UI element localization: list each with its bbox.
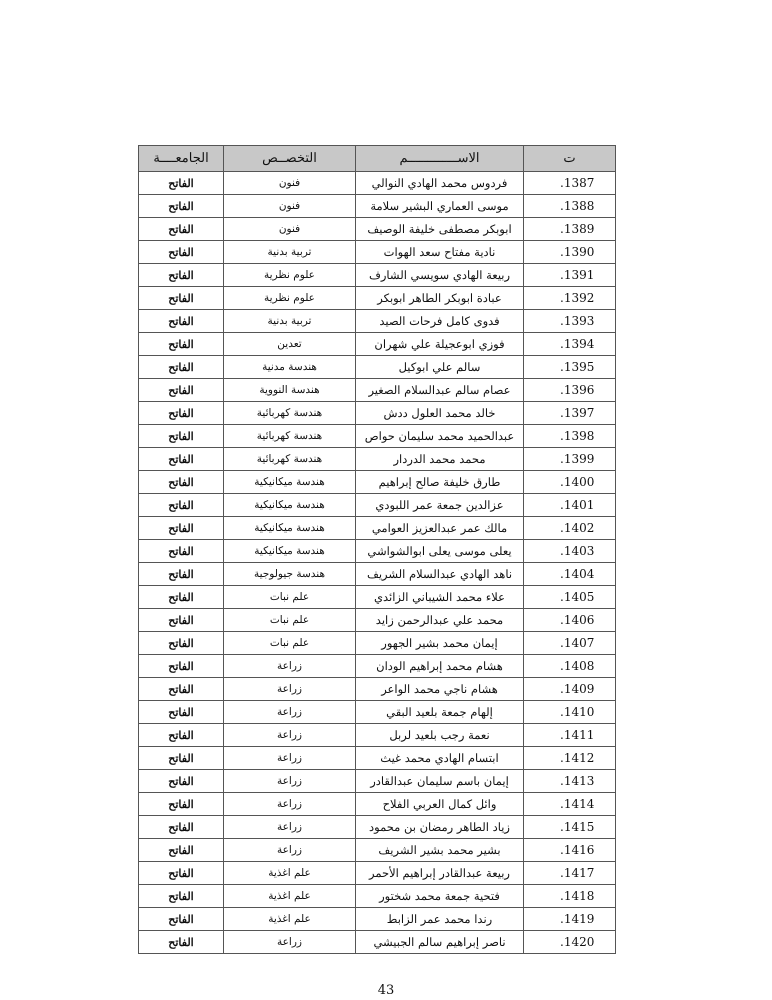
cell-num: 1402. [524,517,616,540]
table-row [139,862,616,885]
cell-specialty: زراعة [224,747,356,770]
table-row [139,356,616,379]
cell-university: الفاتح [139,839,224,862]
cell-university: الفاتح [139,448,224,471]
cell-name: عصام سالم عبدالسلام الصغير [356,379,524,402]
cell-num: 1407. [524,632,616,655]
table-row [139,494,616,517]
table-row [139,310,616,333]
cell-num: 1411. [524,724,616,747]
table-row [139,701,616,724]
table-row [139,724,616,747]
cell-university: الفاتح [139,333,224,356]
cell-num: 1398. [524,425,616,448]
cell-specialty: علم نبات [224,632,356,655]
table-row [139,264,616,287]
cell-num: 1396. [524,379,616,402]
cell-specialty: علم نبات [224,609,356,632]
cell-university: الفاتح [139,264,224,287]
cell-name: فوزي ابوعجيلة علي شهران [356,333,524,356]
cell-name: ربيعة الهادي سويسي الشارف [356,264,524,287]
table-row [139,333,616,356]
table-row [139,632,616,655]
cell-university: الفاتح [139,172,224,195]
cell-university: الفاتح [139,908,224,931]
cell-university: الفاتح [139,747,224,770]
cell-specialty: زراعة [224,701,356,724]
cell-specialty: تعدين [224,333,356,356]
cell-specialty: هندسة جيولوجية [224,563,356,586]
cell-num: 1410. [524,701,616,724]
cell-name: ابوبكر مصطفى خليفة الوصيف [356,218,524,241]
header-name: الاســـــــــــــم [356,146,524,172]
table-body [139,172,616,954]
cell-university: الفاتح [139,793,224,816]
cell-num: 1393. [524,310,616,333]
cell-specialty: علم اغذية [224,908,356,931]
cell-name: إلهام جمعة بلعيد البقي [356,701,524,724]
cell-name: زياد الطاهر رمضان بن محمود [356,816,524,839]
table-row [139,563,616,586]
cell-num: 1399. [524,448,616,471]
cell-name: هشام محمد إبراهيم الودان [356,655,524,678]
cell-name: مالك عمر عبدالعزيز العوامي [356,517,524,540]
table-row [139,425,616,448]
cell-specialty: هندسة ميكانيكية [224,471,356,494]
table-row [139,747,616,770]
cell-university: الفاتح [139,885,224,908]
cell-num: 1419. [524,908,616,931]
cell-name: علاء محمد الشيباني الزائدي [356,586,524,609]
table-row [139,402,616,425]
cell-name: يعلى موسى يعلى ابوالشواشي [356,540,524,563]
cell-university: الفاتح [139,563,224,586]
cell-name: عزالدين جمعة عمر اللبودي [356,494,524,517]
cell-name: فتحية جمعة محمد شختور [356,885,524,908]
cell-name: إيمان محمد بشير الجهور [356,632,524,655]
cell-num: 1416. [524,839,616,862]
cell-name: ابتسام الهادي محمد غيث [356,747,524,770]
cell-university: الفاتح [139,356,224,379]
cell-num: 1401. [524,494,616,517]
cell-num: 1408. [524,655,616,678]
cell-specialty: فنون [224,218,356,241]
cell-university: الفاتح [139,678,224,701]
cell-specialty: علوم نظرية [224,287,356,310]
cell-specialty: فنون [224,195,356,218]
table-header-row [139,146,616,172]
cell-specialty: هندسة كهربائية [224,448,356,471]
cell-num: 1409. [524,678,616,701]
cell-university: الفاتح [139,586,224,609]
cell-specialty: هندسة ميكانيكية [224,494,356,517]
cell-specialty: علم نبات [224,586,356,609]
cell-num: 1394. [524,333,616,356]
table-row [139,816,616,839]
table-row [139,793,616,816]
cell-num: 1400. [524,471,616,494]
cell-specialty: هندسة كهربائية [224,402,356,425]
cell-num: 1415. [524,816,616,839]
cell-num: 1404. [524,563,616,586]
table-row [139,678,616,701]
cell-specialty: تربية بدنية [224,310,356,333]
table-row [139,839,616,862]
cell-specialty: زراعة [224,793,356,816]
cell-university: الفاتح [139,770,224,793]
cell-num: 1414. [524,793,616,816]
cell-num: 1403. [524,540,616,563]
cell-specialty: زراعة [224,724,356,747]
cell-name: سالم علي ابوكيل [356,356,524,379]
cell-university: الفاتح [139,931,224,954]
cell-name: بشير محمد بشير الشريف [356,839,524,862]
page-number: 43 [377,983,395,998]
table-row [139,471,616,494]
cell-specialty: هندسة مدنية [224,356,356,379]
cell-specialty: علم اغذية [224,862,356,885]
cell-num: 1412. [524,747,616,770]
table-row [139,517,616,540]
table-row [139,195,616,218]
table-row [139,287,616,310]
cell-university: الفاتح [139,724,224,747]
cell-university: الفاتح [139,862,224,885]
cell-specialty: هندسة كهربائية [224,425,356,448]
table-row [139,770,616,793]
cell-specialty: علم اغذية [224,885,356,908]
cell-name: طارق خليفة صالح إبراهيم [356,471,524,494]
cell-num: 1405. [524,586,616,609]
cell-university: الفاتح [139,310,224,333]
cell-university: الفاتح [139,816,224,839]
cell-specialty: زراعة [224,931,356,954]
cell-name: ربيعة عبدالقادر إبراهيم الأحمر [356,862,524,885]
cell-university: الفاتح [139,402,224,425]
cell-name: وائل كمال العربي الفلاح [356,793,524,816]
cell-university: الفاتح [139,471,224,494]
cell-specialty: فنون [224,172,356,195]
cell-university: الفاتح [139,701,224,724]
cell-university: الفاتح [139,241,224,264]
cell-specialty: هندسة النووية [224,379,356,402]
cell-num: 1418. [524,885,616,908]
table-row [139,172,616,195]
cell-name: موسى العماري البشير سلامة [356,195,524,218]
cell-specialty: زراعة [224,816,356,839]
cell-specialty: هندسة ميكانيكية [224,517,356,540]
cell-university: الفاتح [139,379,224,402]
cell-num: 1392. [524,287,616,310]
table-row [139,931,616,954]
cell-name: ناصر إبراهيم سالم الجبيشي [356,931,524,954]
cell-name: ناهد الهادي عبدالسلام الشريف [356,563,524,586]
header-specialty: التخصــص [224,146,356,172]
students-table [138,145,616,954]
table-row [139,586,616,609]
header-university: الجامعــــة [139,146,224,172]
cell-name: عبادة ابوبكر الطاهر ابوبكر [356,287,524,310]
cell-specialty: زراعة [224,655,356,678]
cell-num: 1395. [524,356,616,379]
table-row [139,448,616,471]
cell-num: 1387. [524,172,616,195]
cell-num: 1417. [524,862,616,885]
cell-specialty: زراعة [224,678,356,701]
cell-name: محمد محمد الدردار [356,448,524,471]
cell-university: الفاتح [139,287,224,310]
table-row [139,540,616,563]
cell-name: إيمان باسم سليمان عبدالقادر [356,770,524,793]
cell-university: الفاتح [139,425,224,448]
cell-specialty: علوم نظرية [224,264,356,287]
cell-university: الفاتح [139,195,224,218]
cell-name: هشام ناجي محمد الواعر [356,678,524,701]
cell-name: نعمة رجب بلعيد لربل [356,724,524,747]
cell-name: عبدالحميد محمد سليمان حواص [356,425,524,448]
table-row [139,609,616,632]
cell-university: الفاتح [139,609,224,632]
table-row [139,885,616,908]
table-row [139,241,616,264]
students-table-container [138,145,615,954]
table-row [139,655,616,678]
table-row [139,218,616,241]
cell-num: 1390. [524,241,616,264]
table-row [139,908,616,931]
cell-name: فردوس محمد الهادي النوالي [356,172,524,195]
cell-specialty: تربية بدنية [224,241,356,264]
cell-name: فدوى كامل فرحات الصيد [356,310,524,333]
cell-university: الفاتح [139,632,224,655]
cell-specialty: زراعة [224,770,356,793]
cell-university: الفاتح [139,655,224,678]
cell-num: 1406. [524,609,616,632]
cell-university: الفاتح [139,540,224,563]
table-row [139,379,616,402]
cell-university: الفاتح [139,517,224,540]
cell-name: خالد محمد العلول ددش [356,402,524,425]
cell-name: محمد علي عبدالرحمن زايد [356,609,524,632]
cell-specialty: هندسة ميكانيكية [224,540,356,563]
cell-num: 1388. [524,195,616,218]
cell-num: 1389. [524,218,616,241]
cell-specialty: زراعة [224,839,356,862]
cell-num: 1397. [524,402,616,425]
cell-name: نادية مفتاح سعد الهوات [356,241,524,264]
header-num: ت [524,146,616,172]
cell-num: 1413. [524,770,616,793]
cell-num: 1391. [524,264,616,287]
cell-university: الفاتح [139,494,224,517]
cell-name: رندا محمد عمر الزابط [356,908,524,931]
cell-num: 1420. [524,931,616,954]
cell-university: الفاتح [139,218,224,241]
